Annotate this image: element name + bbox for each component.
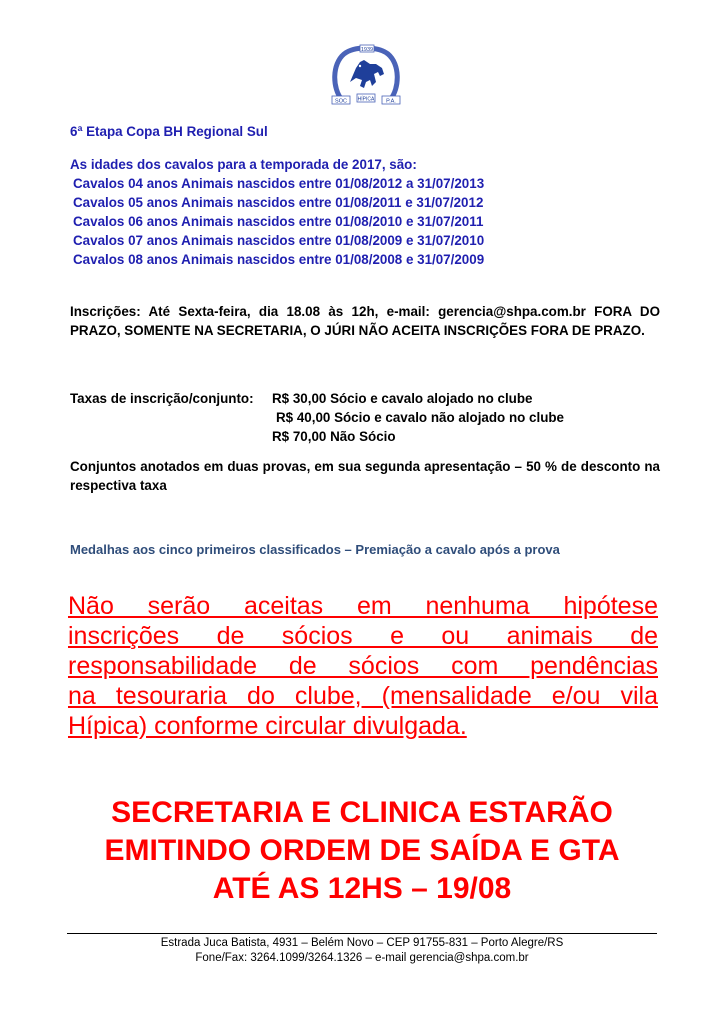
club-logo — [330, 42, 402, 110]
fee-item: R$ 30,00 Sócio e cavalo alojado no clube — [272, 391, 533, 406]
horse-icon — [350, 60, 384, 88]
fees-label: Taxas de inscrição/conjunto: — [70, 391, 254, 406]
fee-item: R$ 70,00 Não Sócio — [272, 429, 396, 444]
secretaria-line: ATÉ AS 12HS – 19/08 — [212, 872, 512, 905]
logo-text-center: HÍPICA — [357, 96, 375, 103]
fees-section — [70, 389, 660, 446]
footer-address: Estrada Juca Batista, 4931 – Belém Novo – CEP 91755-831 – Porto Alegre/RS — [160, 937, 564, 949]
secretaria-line: SECRETARIA E CLINICA ESTARÃO — [111, 796, 613, 829]
medals-info: Medalhas aos cinco primeiros classificados – Premiação a cavalo após a prova — [70, 542, 560, 557]
logo-text-left: SOC — [335, 98, 347, 105]
age-row: Cavalos 05 anos Animais nascidos entre 01/08/2011 e 31/07/2012 — [73, 195, 484, 210]
footer-divider — [67, 933, 657, 934]
age-row: Cavalos 04 anos Animais nascidos entre 01/08/2012 a 31/07/2013 — [73, 176, 485, 191]
fee-item: R$ 40,00 Sócio e cavalo não alojado no clube — [276, 410, 564, 425]
footer-contact: Fone/Fax: 3264.1099/3264.1326 – e-mail gerencia@shpa.com.br — [195, 952, 529, 964]
pending-dues-warning — [68, 591, 658, 741]
age-row: Cavalos 08 anos Animais nascidos entre 01/08/2008 e 31/07/2009 — [73, 252, 485, 267]
age-row: Cavalos 07 anos Animais nascidos entre 01/08/2009 e 31/07/2010 — [73, 233, 485, 248]
secretaria-line: EMITINDO ORDEM DE SAÍDA E GTA — [104, 834, 620, 867]
warning-line: Hípica) conforme circular divulgada. — [68, 712, 467, 740]
warning-line: inscrições de sócios e ou animais de — [68, 622, 658, 650]
logo-text-right: P.A. — [386, 98, 396, 105]
discount-info: Conjuntos anotados em duas provas, em sua segunda apresentação – 50 % de desconto na respectiva taxa — [70, 459, 660, 493]
warning-line: responsabilidade de sócios com pendências — [68, 652, 658, 680]
logo-year: 1939 — [360, 47, 374, 53]
ages-heading: As idades dos cavalos para a temporada de 2017, são: — [70, 157, 417, 172]
ages-section — [70, 155, 660, 269]
age-row: Cavalos 06 anos Animais nascidos entre 01/08/2010 e 31/07/2011 — [73, 214, 484, 229]
warning-line: Não serão aceitas em nenhuma hipótese — [68, 592, 658, 620]
secretaria-notice — [40, 794, 684, 908]
footer — [67, 936, 657, 966]
warning-line: na tesouraria do clube, (mensalidade e/ou vila — [68, 682, 658, 710]
registration-info: Inscrições: Até Sexta-feira, dia 18.08 às 12h, e-mail: gerencia@shpa.com.br FORA DO PRAZO, SOMENTE NA SECRETARIA, O JÚRI NÃO ACEITA INSCRIÇÕES FORA DE PRAZO. — [70, 304, 660, 338]
event-title: 6ª Etapa Copa BH Regional Sul — [70, 124, 268, 139]
